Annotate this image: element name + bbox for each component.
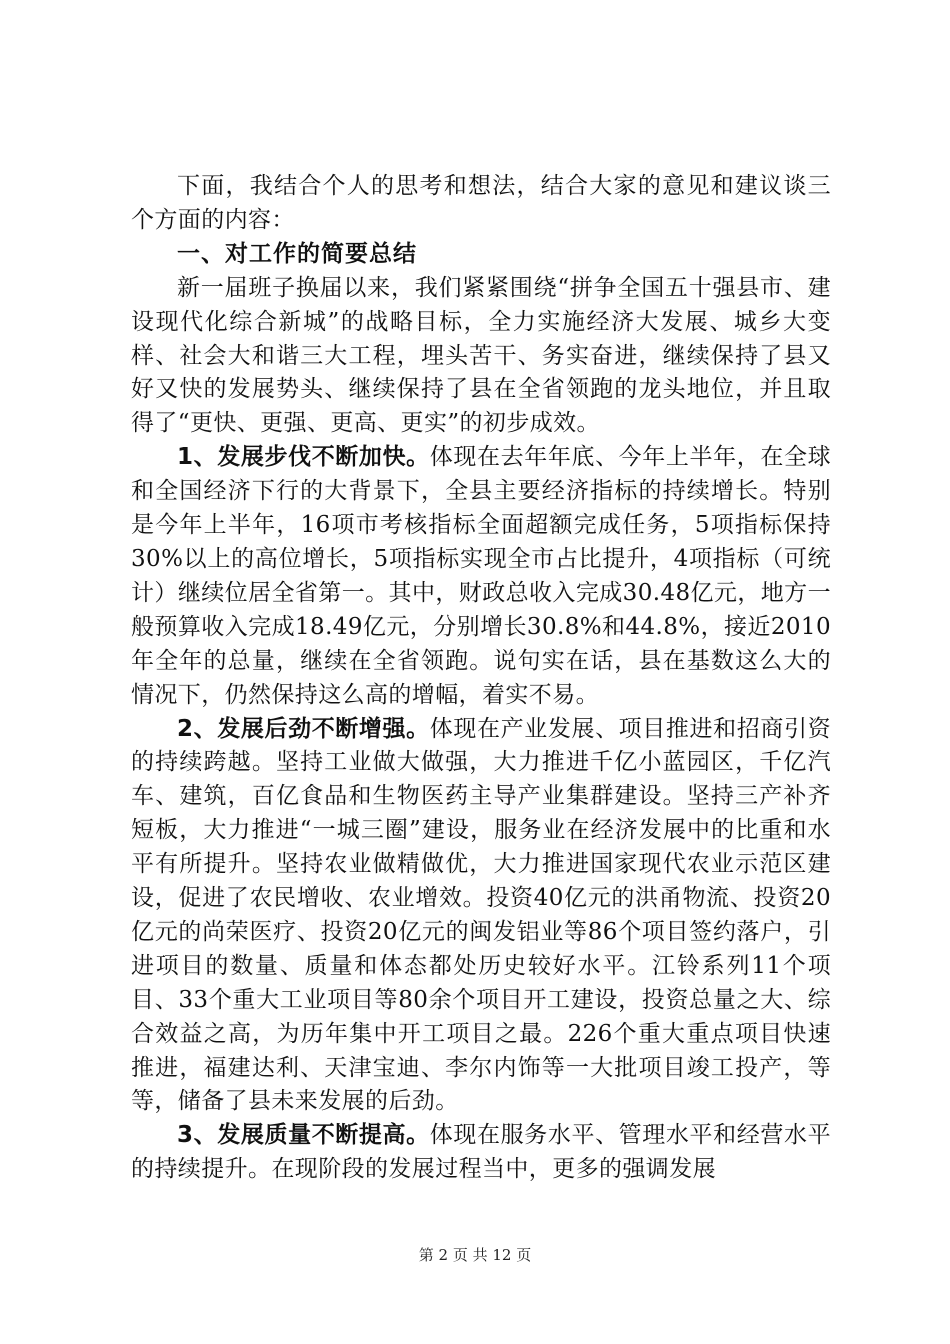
summary-paragraph — [131, 272, 831, 442]
section-heading — [131, 238, 831, 272]
point-paragraph-2 — [131, 713, 831, 1120]
document-body — [131, 170, 831, 1187]
page-footer — [0, 1245, 950, 1265]
point-lead: 1、发展步伐不断加快。 — [177, 444, 430, 471]
intro-paragraph — [131, 170, 831, 238]
paragraph-text: 体现在去年年底、今年上半年，在全球和全国经济下行的大背景下，全县主要经济指标的持续增长。特别是今年上半年，16项市考核指标全面超额完成任务，5项指标保持30%以上的高位增长，5项指标实现全市占比提升，4项指标（可统计）继续位居全省第一。其中，财政总收入完成30.48亿元，地方一般预算收入完成18.49亿元，分别增长30.8%和44.8%，接近2010年全年的总量，继续在全省领跑。说句实在话，县在基数这么大的情况下，仍然保持这么高的增幅，着实不易。 — [131, 444, 831, 708]
page-number-text: 第 2 页 共 12 页 — [418, 1246, 532, 1264]
point-lead: 3、发展质量不断提高。 — [177, 1122, 430, 1149]
paragraph-text: 下面，我结合个人的思考和想法，结合大家的意见和建议谈三个方面的内容： — [131, 173, 831, 233]
point-paragraph-1 — [131, 441, 831, 712]
paragraph-text: 体现在产业发展、项目推进和招商引资的持续跨越。坚持工业做大做强，大力推进千亿小蓝园区，千亿汽车、建筑，百亿食品和生物医药主导产业集群建设。坚持三产补齐短板，大力推进“一城三圈”建设，服务业在经济发展中的比重和水平有所提升。坚持农业做精做优，大力推进国家现代农业示范区建设，促进了农民增收、农业增效。投资40亿元的洪甬物流、投资20亿元的尚荣医疗、投资20亿元的闽发铝业等86个项目签约落户，引进项目的数量、质量和体态都处历史较好水平。江铃系列11个项目、33个重大工业项目等80余个项目开工建设，投资总量之大、综合效益之高，为历年集中开工项目之最。226个重大重点项目快速推进，福建达利、天津宝迪、李尔内饰等一大批项目竣工投产，等等，储备了县未来发展的后劲。 — [131, 715, 831, 1115]
point-lead: 2、发展后劲不断增强。 — [177, 715, 430, 742]
paragraph-text: 体现在服务水平、管理水平和经营水平的持续提升。在现阶段的发展过程当中，更多的强调发展 — [131, 1122, 831, 1183]
point-paragraph-3 — [131, 1119, 831, 1187]
heading-text: 一、对工作的简要总结 — [177, 240, 417, 267]
paragraph-text: 新一届班子换届以来，我们紧紧围绕“拼争全国五十强县市、建设现代化综合新城”的战略目标，全力实施经济大发展、城乡大变样、社会大和谐三大工程，埋头苦干、务实奋进，继续保持了县又好又快的发展势头、继续保持了县在全省领跑的龙头地位，并且取得了“更快、更强、更高、更实”的初步成效。 — [131, 274, 831, 437]
